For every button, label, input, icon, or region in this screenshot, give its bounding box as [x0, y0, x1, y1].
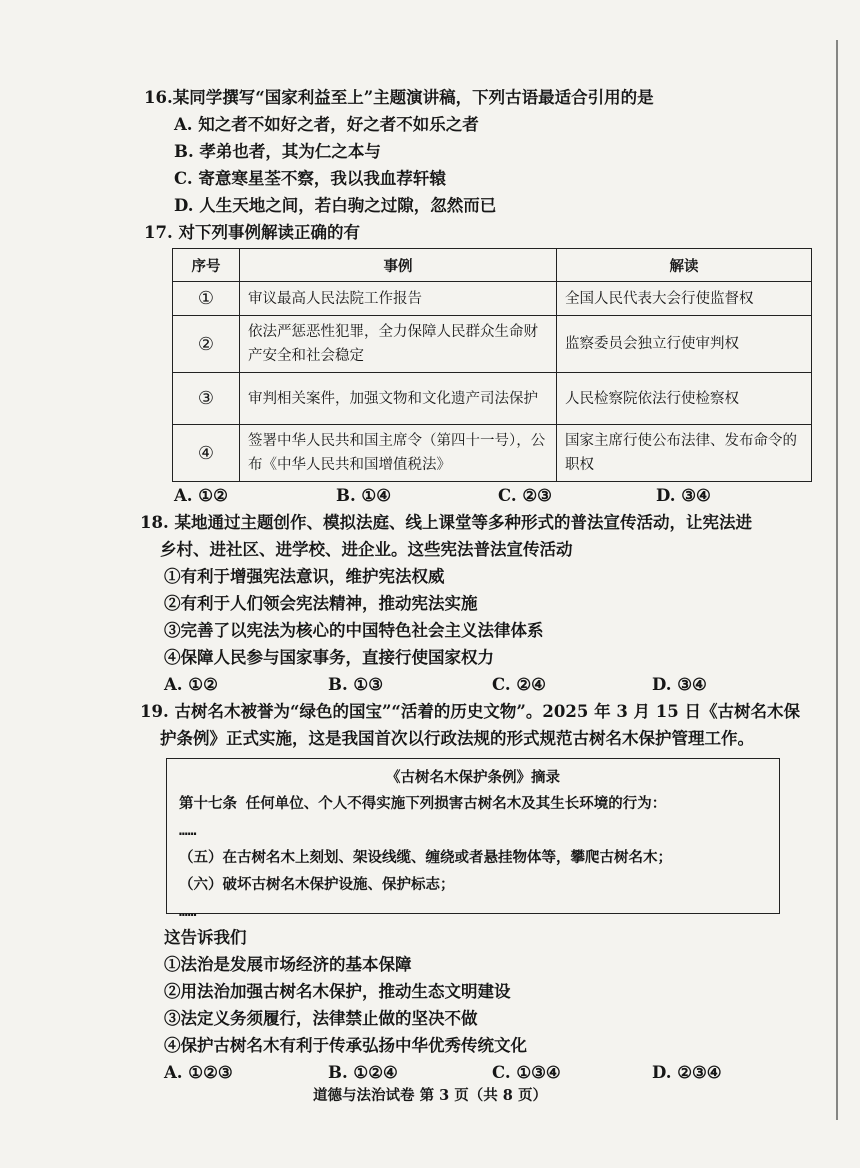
question-19-option-a: A. ①②③ — [164, 1063, 233, 1082]
row-example: 依法严惩恶性犯罪，全力保障人民群众生命财产安全和社会稳定 — [240, 316, 557, 373]
question-19-statement-3: ③法定义务须履行，法律禁止做的坚决不做 — [164, 1009, 478, 1028]
header-example: 事例 — [240, 249, 557, 282]
row-example: 审判相关案件，加强文物和文化遗产司法保护 — [240, 373, 557, 425]
excerpt-line: …… — [179, 823, 197, 839]
question-18-stem-line1: 18. 某地通过主题创作、模拟法庭、线上课堂等多种形式的普法宣传活动，让宪法进 — [140, 513, 752, 532]
row-reading: 国家主席行使公布法律、发布命令的职权 — [557, 425, 812, 482]
row-example: 审议最高人民法院工作报告 — [240, 282, 557, 316]
table-row — [173, 373, 812, 425]
row-number: ④ — [173, 425, 240, 482]
question-19-lead: 这告诉我们 — [164, 928, 247, 947]
question-16-option-b: B. 孝弟也者，其为仁之本与 — [174, 142, 381, 161]
question-17-option-d: D. ③④ — [656, 486, 711, 505]
question-17-option-a: A. ①② — [174, 486, 228, 505]
page-footer: 道德与法治试卷 第 3 页（共 8 页） — [313, 1087, 547, 1104]
excerpt-line: （六）破坏古树名木保护设施、保护标志； — [179, 877, 455, 893]
table-row — [173, 282, 812, 316]
question-16-stem: 16.某同学撰写“国家利益至上”主题演讲稿，下列古语最适合引用的是 — [144, 88, 654, 107]
question-18-stem-line2: 乡村、进社区、进学校、进企业。这些宪法普法宣传活动 — [160, 540, 573, 559]
question-19-option-b: B. ①②④ — [328, 1063, 398, 1082]
table-header-row — [173, 249, 812, 282]
excerpt-title: 《古树名木保护条例》摘录 — [386, 770, 560, 786]
question-17-stem: 17. 对下列事例解读正确的有 — [144, 223, 360, 242]
question-17-option-b: B. ①④ — [336, 486, 392, 505]
row-number: ① — [173, 282, 240, 316]
table-row — [173, 316, 812, 373]
question-18-statement-1: ①有利于增强宪法意识，维护宪法权威 — [164, 567, 445, 586]
question-17-option-c: C. ②③ — [498, 486, 552, 505]
question-16 — [144, 84, 820, 219]
excerpt-line: 第十七条 任何单位、个人不得实施下列损害古树名木及其生长环境的行为： — [179, 796, 667, 812]
header-reading: 解读 — [557, 249, 812, 282]
question-19-statement-1: ①法治是发展市场经济的基本保障 — [164, 955, 412, 974]
question-18-option-d: D. ③④ — [652, 675, 707, 694]
question-16-option-a: A. 知之者不如好之者，好之者不如乐之者 — [174, 115, 479, 134]
question-19-stem-line2: 护条例》正式实施，这是我国首次以行政法规的形式规范古树名木保护管理工作。 — [160, 729, 754, 748]
question-19-statement-4: ④保护古树名木有利于传承弘扬中华优秀传统文化 — [164, 1036, 527, 1055]
excerpt-line: …… — [179, 904, 197, 920]
row-example: 签署中华人民共和国主席令（第四十一号），公布《中华人民共和国增值税法》 — [240, 425, 557, 482]
page-content — [140, 84, 820, 1086]
question-19-stem-line1: 19. 古树名木被誉为“绿色的国宝”“活着的历史文物”。2025 年 3 月 15 日《古树名木保 — [140, 702, 800, 721]
question-17 — [144, 219, 820, 509]
question-17-options — [144, 482, 820, 509]
question-16-option-d: D. 人生天地之间，若白驹之过隙，忽然而已 — [174, 196, 497, 215]
question-18-option-c: C. ②④ — [492, 675, 546, 694]
question-18-option-a: A. ①② — [164, 675, 218, 694]
question-18-statement-2: ②有利于人们领会宪法精神，推动宪法实施 — [164, 594, 478, 613]
question-18-statement-3: ③完善了以宪法为核心的中国特色社会主义法律体系 — [164, 621, 544, 640]
question-18-options — [140, 671, 820, 698]
header-number: 序号 — [173, 249, 240, 282]
row-reading: 监察委员会独立行使审判权 — [557, 316, 812, 373]
excerpt-line: （五）在古树名木上刻划、架设线缆、缠绕或者悬挂物体等，攀爬古树名木； — [179, 850, 672, 866]
row-number: ③ — [173, 373, 240, 425]
regulation-excerpt-box — [166, 758, 780, 920]
example-table — [172, 248, 812, 482]
question-19-option-d: D. ②③④ — [652, 1063, 722, 1082]
table-row — [173, 425, 812, 482]
row-reading: 全国人民代表大会行使监督权 — [557, 282, 812, 316]
question-19-options — [140, 1059, 820, 1086]
question-18-statement-4: ④保障人民参与国家事务，直接行使国家权力 — [164, 648, 494, 667]
question-19 — [140, 698, 820, 1086]
page-edge-line — [836, 40, 838, 1120]
question-18-option-b: B. ①③ — [328, 675, 384, 694]
question-16-option-c: C. 寄意寒星荃不察，我以我血荐轩辕 — [174, 169, 446, 188]
row-number: ② — [173, 316, 240, 373]
row-reading: 人民检察院依法行使检察权 — [557, 373, 812, 425]
question-18 — [140, 509, 820, 698]
question-19-statement-2: ②用法治加强古树名木保护，推动生态文明建设 — [164, 982, 511, 1001]
question-19-option-c: C. ①③④ — [492, 1063, 561, 1082]
